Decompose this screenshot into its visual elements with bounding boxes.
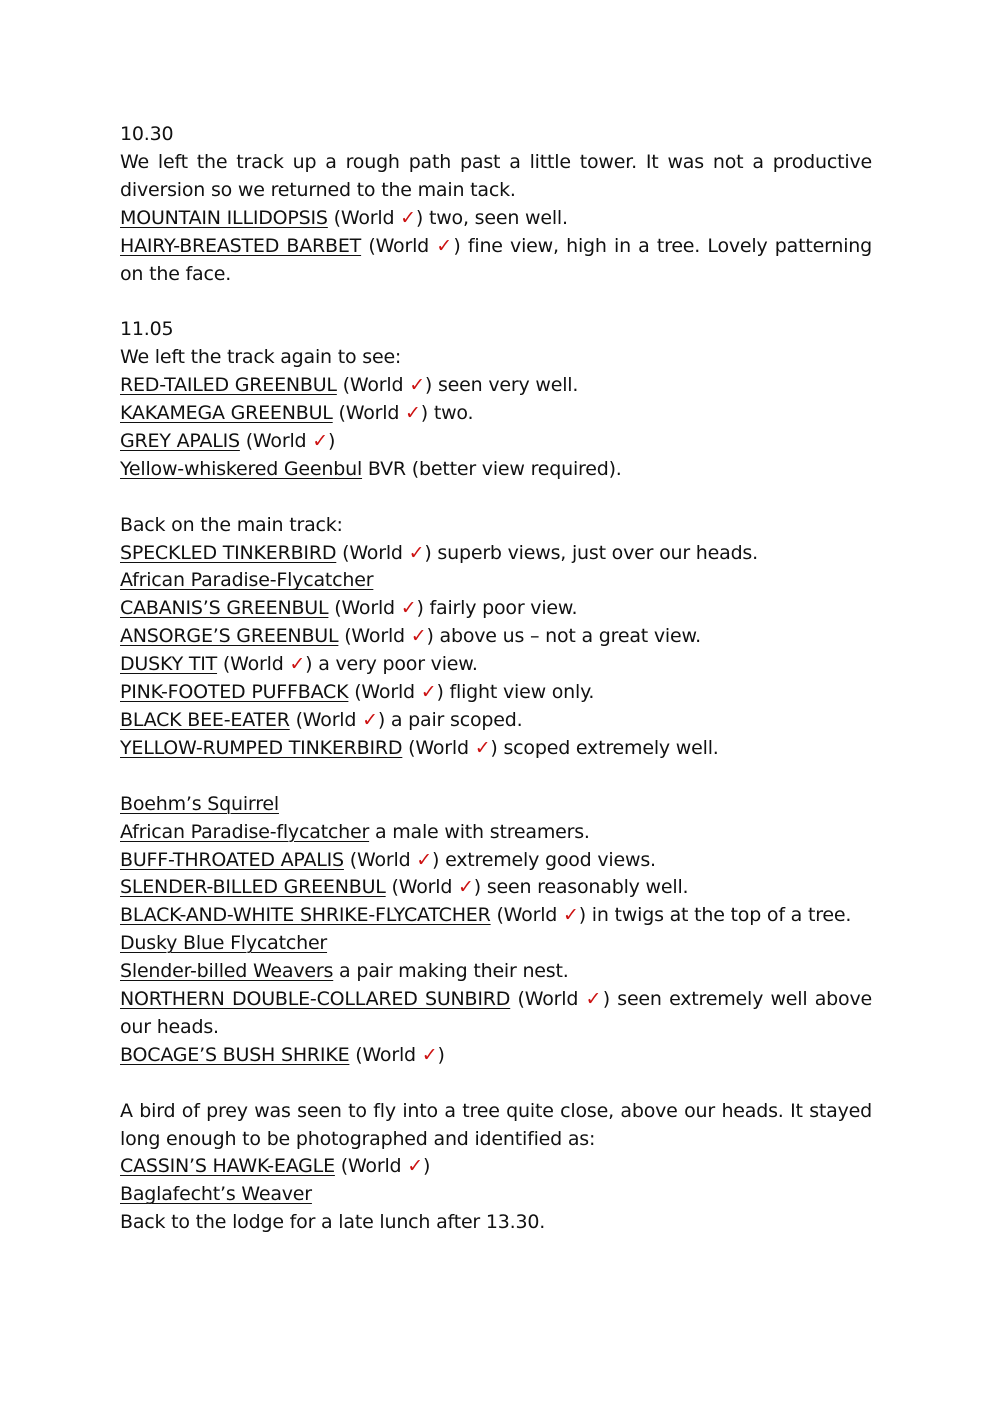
sighting-entry	[120, 1181, 872, 1209]
sighting-entry	[120, 1042, 872, 1070]
world-label: (World	[408, 736, 475, 759]
world-close: )	[424, 374, 433, 397]
world-label: (World	[342, 541, 409, 564]
blank-line	[120, 288, 872, 316]
world-label: (World	[496, 904, 563, 927]
world-label: (World	[344, 625, 411, 648]
tick-icon: ✓	[405, 402, 421, 425]
sighting-entry	[120, 819, 872, 847]
world-label: (World	[295, 709, 363, 731]
sighting-note: extremely good views.	[439, 848, 656, 871]
sighting-entry	[120, 623, 872, 651]
species-name: BUFF-THROATED APALIS	[120, 848, 344, 871]
trip-report-page	[120, 121, 872, 1237]
world-label: (World	[354, 681, 421, 704]
species-name: KAKAMEGA GREENBUL	[120, 402, 333, 425]
tick-icon: ✓	[420, 681, 437, 704]
tick-icon: ✓	[562, 904, 579, 927]
intro-text: Back on the main track:	[120, 513, 343, 536]
species-name: YELLOW-RUMPED TINKERBIRD	[120, 736, 403, 759]
sighting-entry	[120, 400, 872, 428]
world-close: )	[578, 904, 586, 927]
tick-icon: ✓	[416, 848, 433, 871]
tick-icon: ✓	[400, 597, 417, 620]
sighting-entry	[120, 874, 872, 902]
time-heading: 11.05	[120, 318, 174, 341]
species-name: Dusky Blue Flycatcher	[120, 932, 328, 955]
sighting-note: scoped extremely well.	[497, 736, 719, 759]
sighting-entry	[120, 847, 872, 875]
sighting-note: two, seen well.	[423, 206, 568, 229]
world-label: (World	[340, 1155, 408, 1178]
sighting-entry	[120, 651, 872, 679]
sighting-entry	[120, 735, 872, 763]
species-name: DUSKY TIT	[120, 653, 218, 676]
blank-line	[120, 1070, 872, 1098]
intro-text: We left the track again to see:	[120, 346, 402, 369]
sighting-note: fairly poor view.	[423, 597, 578, 620]
sighting-note: above us – not a great view.	[433, 625, 701, 648]
tick-icon: ✓	[400, 206, 416, 229]
sighting-note: a male with streamers.	[369, 820, 590, 843]
sighting-entry	[120, 372, 872, 400]
species-name: HAIRY-BREASTED BARBET	[120, 234, 362, 257]
sighting-note: two.	[428, 402, 474, 425]
sighting-entry	[120, 986, 872, 1042]
world-close: )	[453, 234, 461, 257]
world-close: )	[490, 736, 498, 759]
world-close: )	[422, 1155, 431, 1178]
sighting-note: BVR (better view required).	[362, 457, 622, 480]
sighting-note: seen extremely well above our heads.	[120, 988, 872, 1038]
species-name: African Paradise-flycatcher	[120, 820, 370, 843]
tick-icon: ✓	[410, 625, 427, 648]
tick-icon: ✓	[458, 876, 474, 899]
world-label: (World	[334, 597, 401, 620]
world-label: (World	[368, 234, 437, 257]
tick-icon: ✓	[409, 374, 425, 397]
sighting-entry	[120, 1153, 872, 1181]
blank-line	[120, 763, 872, 791]
sighting-note: superb views, just over our heads.	[431, 541, 758, 564]
tick-icon: ✓	[408, 541, 425, 564]
world-label: (World	[245, 429, 313, 452]
world-label: (World	[338, 402, 406, 425]
tick-icon: ✓	[362, 709, 378, 731]
world-close: )	[305, 653, 313, 676]
outro-text: Back to the lodge for a late lunch after 13.30.	[120, 1211, 546, 1234]
species-name: CABANIS’S GREENBUL	[120, 597, 329, 620]
world-close: )	[424, 541, 432, 564]
sighting-note: flight view only.	[443, 681, 595, 704]
world-close: )	[327, 429, 336, 452]
species-name: GREY APALIS	[120, 429, 240, 452]
world-close: )	[415, 206, 424, 229]
world-close: )	[416, 597, 424, 620]
world-label: (World	[517, 988, 586, 1011]
sighting-note: fine view, high in a tree. Lovely patterning on the face.	[120, 234, 872, 285]
world-close: )	[602, 988, 610, 1011]
species-name: Yellow-whiskered Geenbul	[120, 457, 363, 480]
sighting-note: seen reasonably well.	[480, 876, 689, 899]
species-name: Boehm’s Squirrel	[120, 792, 279, 815]
sighting-entry	[120, 707, 872, 735]
sighting-entry	[120, 958, 872, 986]
sighting-note: in twigs at the top of a tree.	[585, 904, 852, 927]
species-name: NORTHERN DOUBLE-COLLARED SUNBIRD	[120, 988, 511, 1011]
world-label: (World	[333, 206, 401, 229]
sighting-note: a very poor view.	[312, 653, 478, 676]
world-close: )	[473, 876, 481, 899]
sighting-entry	[120, 902, 872, 930]
species-name: Slender-billed Weavers	[120, 960, 334, 983]
species-name: SLENDER-BILLED GREENBUL	[120, 876, 386, 899]
sighting-entry	[120, 567, 872, 595]
world-label: (World	[355, 1043, 422, 1066]
species-name: BLACK-AND-WHITE SHRIKE-FLYCATCHER	[120, 904, 491, 927]
sighting-entry	[120, 428, 872, 456]
world-label: (World	[342, 374, 410, 397]
sighting-note: seen very well.	[432, 374, 579, 397]
species-name: BOCAGE’S BUSH SHRIKE	[120, 1043, 350, 1066]
tick-icon: ✓	[585, 988, 603, 1011]
sighting-note: a pair making their nest.	[333, 960, 569, 983]
species-name: PINK-FOOTED PUFFBACK	[120, 681, 349, 704]
species-name: BLACK BEE-EATER	[120, 709, 290, 731]
sighting-entry	[120, 540, 872, 568]
sighting-entry	[120, 456, 872, 484]
sighting-entry	[120, 679, 872, 707]
species-name: MOUNTAIN ILLIDOPSIS	[120, 206, 328, 229]
species-name: African Paradise-Flycatcher	[120, 569, 374, 592]
blank-line	[120, 484, 872, 512]
sighting-entry	[120, 791, 872, 819]
tick-icon: ✓	[407, 1155, 423, 1178]
sighting-entry	[120, 595, 872, 623]
tick-icon: ✓	[474, 736, 491, 759]
world-close: )	[420, 402, 428, 425]
sighting-entry	[120, 205, 872, 233]
world-close: )	[426, 625, 434, 648]
world-close: )	[432, 848, 440, 871]
world-close: )	[437, 1043, 445, 1066]
tick-icon: ✓	[289, 653, 306, 676]
tick-icon: ✓	[421, 1043, 438, 1066]
species-name: ANSORGE’S GREENBUL	[120, 625, 339, 648]
world-label: (World	[349, 848, 417, 871]
species-name: CASSIN’S HAWK-EAGLE	[120, 1155, 335, 1178]
tick-icon: ✓	[436, 234, 454, 257]
world-label: (World	[222, 653, 290, 676]
intro-text: A bird of prey was seen to fly into a tree quite close, above our heads. It stayed long enough to be photographed and identified as:	[120, 1099, 872, 1150]
species-name: Baglafecht’s Weaver	[120, 1183, 312, 1206]
world-close: )	[377, 709, 386, 731]
world-close: )	[436, 681, 444, 704]
intro-text: We left the track up a rough path past a little tower. It was not a productive diversion so we returned to the main tack.	[120, 150, 872, 201]
time-heading: 10.30	[120, 123, 174, 145]
tick-icon: ✓	[312, 429, 328, 452]
sighting-note: a pair scoped.	[385, 709, 523, 731]
sighting-entry	[120, 930, 872, 958]
species-name: SPECKLED TINKERBIRD	[120, 541, 337, 564]
world-label: (World	[391, 876, 459, 899]
species-name: RED-TAILED GREENBUL	[120, 374, 337, 397]
sighting-entry	[120, 233, 872, 289]
